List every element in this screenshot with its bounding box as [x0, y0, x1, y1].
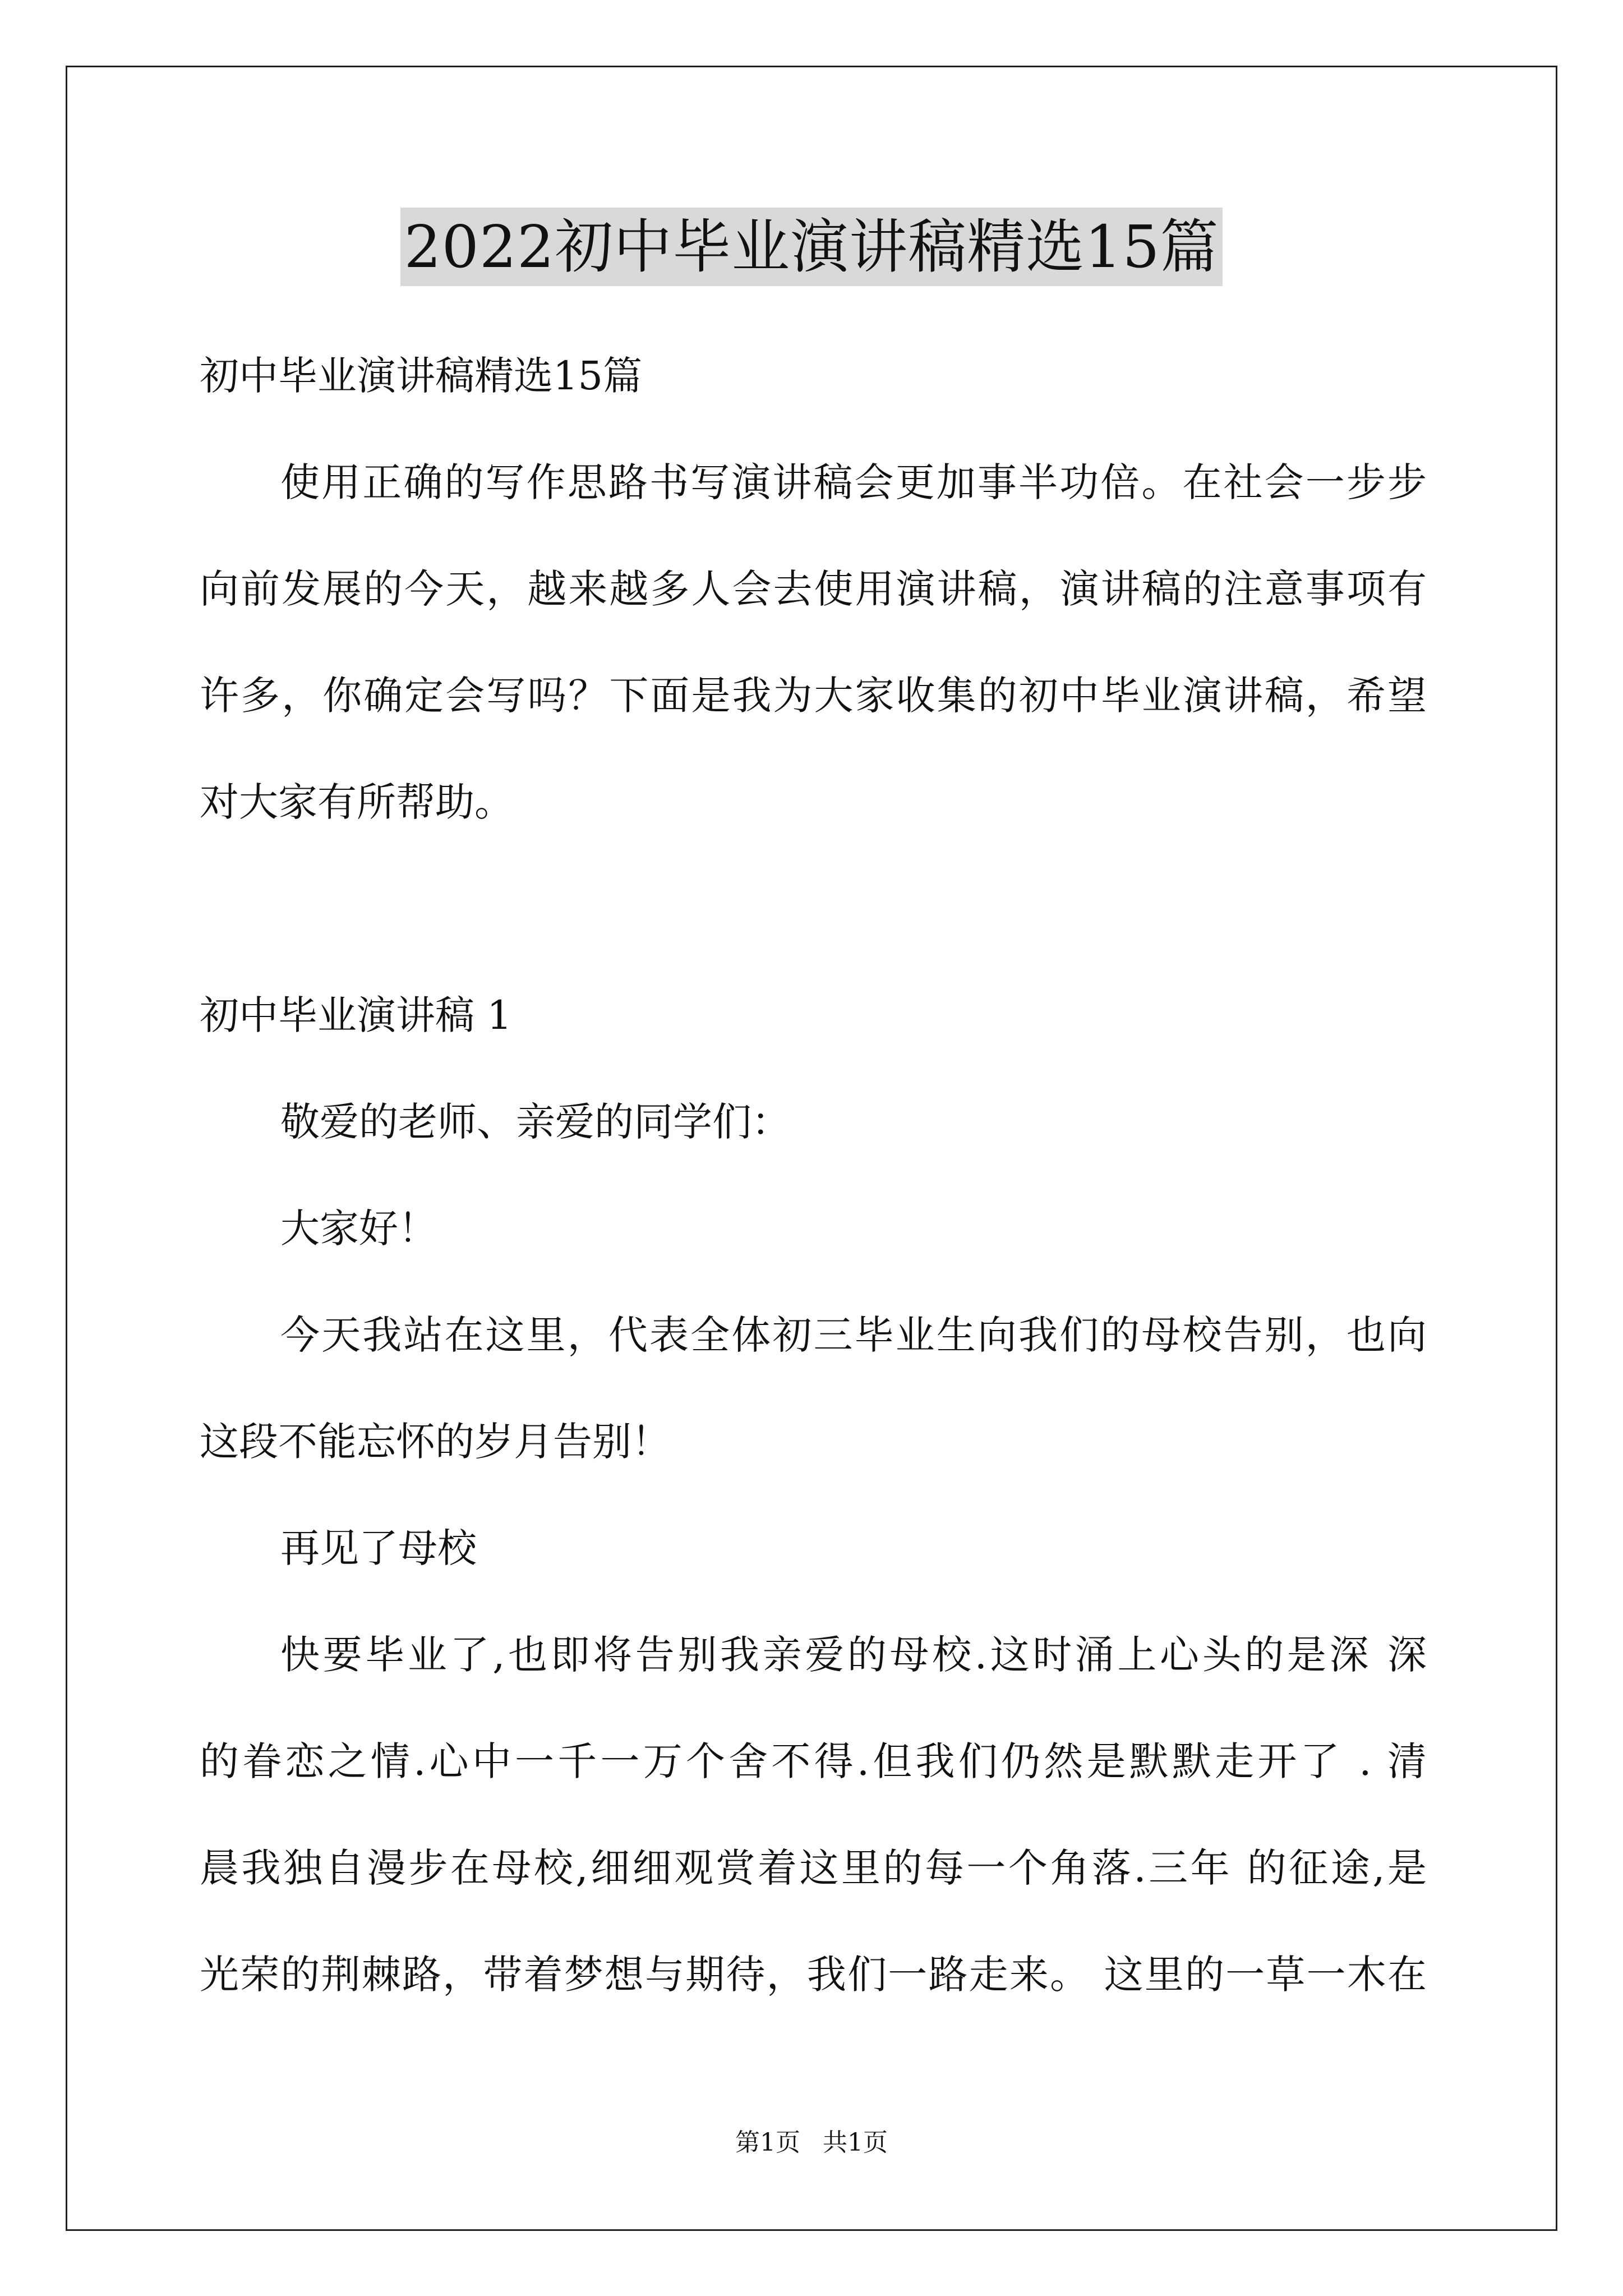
page-current: 第1页: [735, 2128, 800, 2157]
intro-line-3: 许多，你确定会写吗？下面是我为大家收集的初中毕业演讲稿，希望: [200, 673, 1427, 719]
para2-line-1: 快要毕业了,也即将告别我亲爱的母校.这时涌上心头的是深 深: [280, 1632, 1427, 1678]
section-heading: 初中毕业演讲稿 1: [200, 992, 512, 1038]
para1-line-1: 今天我站在这里，代表全体初三毕业生向我们的母校告别，也向: [280, 1312, 1427, 1358]
para2-line-2: 的眷恋之情.心中一千一万个舍不得.但我们仍然是默默走开了 . 清: [200, 1738, 1427, 1784]
intro-line-1: 使用正确的写作思路书写演讲稿会更加事半功倍。在社会一步步: [280, 459, 1427, 505]
para2-line-4: 光荣的荆棘路，带着梦想与期待，我们一路走来。 这里的一草一木在: [200, 1952, 1427, 1998]
document-title: 2022初中毕业演讲稿精选15篇: [400, 208, 1222, 286]
para1-line-2: 这段不能忘怀的岁月告别！: [200, 1419, 671, 1465]
salutation: 敬爱的老师、亲爱的同学们：: [280, 1099, 791, 1145]
title-container: [0, 208, 1623, 286]
para2-line-3: 晨我独自漫步在母校,细细观赏着这里的每一个角落.三年 的征途,是: [200, 1845, 1427, 1891]
intro-line-2: 向前发展的今天，越来越多人会去使用演讲稿，演讲稿的注意事项有: [200, 566, 1427, 612]
farewell-heading: 再见了母校: [280, 1525, 477, 1571]
page-total: 共1页: [823, 2128, 888, 2157]
document-subtitle: 初中毕业演讲稿精选15篇: [200, 353, 643, 399]
page-footer: [0, 2126, 1623, 2160]
intro-line-4: 对大家有所帮助。: [200, 779, 514, 825]
greeting: 大家好！: [280, 1205, 437, 1251]
